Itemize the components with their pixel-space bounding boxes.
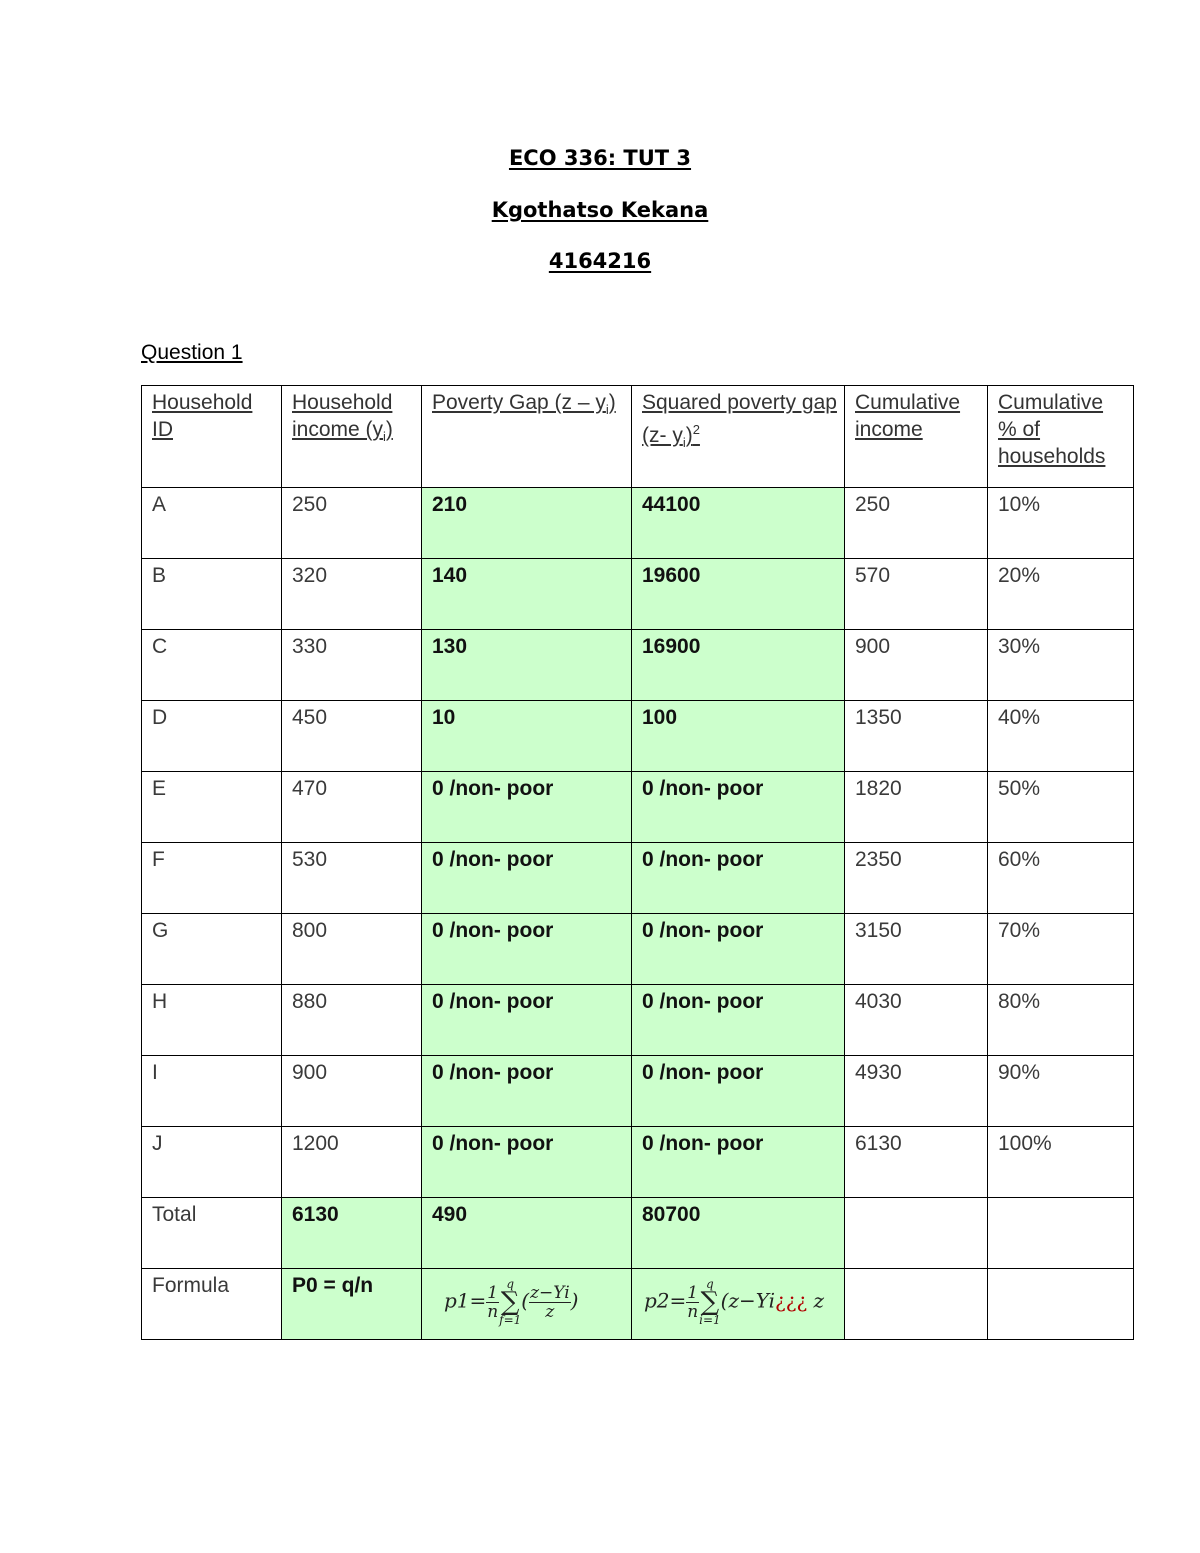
p2-body: (z−Yi — [720, 1288, 776, 1313]
col-household-income: Household income $(y_i)$ — [282, 386, 422, 488]
col-poverty-gap: Poverty Gap $(z - y_i)$ — [422, 386, 632, 488]
total-cumulative-pct — [988, 1198, 1134, 1269]
cell-cumulative-income: 6130 — [845, 1127, 988, 1198]
cell-cumulative-pct: 20% — [988, 559, 1134, 630]
p1-numerator: z−Yi — [530, 1282, 570, 1303]
cell-household-id: G — [142, 914, 282, 985]
cell-household-id: H — [142, 985, 282, 1056]
p1-n: n — [487, 1301, 499, 1322]
total-squared-gap: 80700 — [632, 1198, 845, 1269]
formula-p1: p1= $\frac{1}{n}$ q ∑ f=1( $\frac{z-Yi}{z}$ ) — [422, 1269, 632, 1340]
p2-lhs: p2= — [644, 1288, 687, 1313]
student-name: Kgothatso Kekana — [491, 198, 709, 222]
cell-poverty-gap: 130 — [422, 630, 632, 701]
formula-p0: P0 = q/n — [282, 1269, 422, 1340]
cell-poverty-gap: 210 — [422, 488, 632, 559]
table-row — [142, 488, 1134, 559]
col-squared-gap: Squared poverty gap (z- $y_i)^2$ — [632, 386, 845, 488]
formula-empty-2 — [988, 1269, 1134, 1340]
col-household-id: Household ID — [142, 386, 282, 488]
cell-household-income: 900 — [282, 1056, 422, 1127]
table-row — [142, 772, 1134, 843]
poverty-table — [141, 385, 1134, 1340]
p1-sum-lower: f=1 — [499, 1313, 522, 1327]
cell-cumulative-pct: 70% — [988, 914, 1134, 985]
formula-row — [142, 1269, 1134, 1340]
cell-cumulative-income: 900 — [845, 630, 988, 701]
cell-squared-gap: 0 /non- poor — [632, 772, 845, 843]
cell-household-income: 330 — [282, 630, 422, 701]
cell-squared-gap: 0 /non- poor — [632, 1127, 845, 1198]
cell-poverty-gap: 0 /non- poor — [422, 985, 632, 1056]
cell-household-income: 320 — [282, 559, 422, 630]
cell-squared-gap: 0 /non- poor — [632, 1056, 845, 1127]
cell-household-income: 880 — [282, 985, 422, 1056]
p2-sum-lower: i=1 — [699, 1313, 721, 1327]
cell-cumulative-income: 250 — [845, 488, 988, 559]
table-row — [142, 1127, 1134, 1198]
cell-cumulative-pct: 40% — [988, 701, 1134, 772]
cell-household-income: 450 — [282, 701, 422, 772]
cell-poverty-gap: 0 /non- poor — [422, 914, 632, 985]
p1-sum-upper: q — [506, 1277, 515, 1291]
cell-household-id: E — [142, 772, 282, 843]
cell-squared-gap: 100 — [632, 701, 845, 772]
question-label: Question 1 — [141, 341, 243, 364]
cell-household-id: I — [142, 1056, 282, 1127]
table-row — [142, 985, 1134, 1056]
col-cumulative-income: Cumulative income — [845, 386, 988, 488]
student-number: 4164216 — [548, 249, 652, 273]
cell-squared-gap: 16900 — [632, 630, 845, 701]
table-row — [142, 559, 1134, 630]
cell-cumulative-income: 4930 — [845, 1056, 988, 1127]
formula-p2: p2= $\frac{1}{n}$ q ∑ i=1(z−Yi¿¿¿ z — [632, 1269, 845, 1340]
table-row — [142, 914, 1134, 985]
formula-empty-1 — [845, 1269, 988, 1340]
cell-cumulative-pct: 30% — [988, 630, 1134, 701]
cell-household-income: 1200 — [282, 1127, 422, 1198]
cell-cumulative-income: 3150 — [845, 914, 988, 985]
cell-poverty-gap: 140 — [422, 559, 632, 630]
table-row — [142, 1056, 1134, 1127]
cell-poverty-gap: 10 — [422, 701, 632, 772]
p2-one: 1 — [687, 1282, 699, 1303]
cell-poverty-gap: 0 /non- poor — [422, 772, 632, 843]
total-cumulative-income — [845, 1198, 988, 1269]
cell-household-id: F — [142, 843, 282, 914]
cell-cumulative-income: 2350 — [845, 843, 988, 914]
p2-tail: ¿¿¿ — [775, 1288, 808, 1313]
header-row — [142, 386, 1134, 488]
total-poverty-gap: 490 — [422, 1198, 632, 1269]
cell-cumulative-pct: 50% — [988, 772, 1134, 843]
cell-cumulative-pct: 90% — [988, 1056, 1134, 1127]
cell-cumulative-income: 1350 — [845, 701, 988, 772]
cell-household-income: 530 — [282, 843, 422, 914]
table-row — [142, 701, 1134, 772]
cell-household-id: D — [142, 701, 282, 772]
cell-household-income: 250 — [282, 488, 422, 559]
cell-household-id: A — [142, 488, 282, 559]
cell-household-id: C — [142, 630, 282, 701]
total-row — [142, 1198, 1134, 1269]
p1-denominator: z — [545, 1301, 555, 1322]
col-cumulative-pct: Cumulative % of households — [988, 386, 1134, 488]
cell-cumulative-pct: 60% — [988, 843, 1134, 914]
cell-household-income: 800 — [282, 914, 422, 985]
p2-sum-upper: q — [706, 1277, 714, 1291]
cell-cumulative-pct: 80% — [988, 985, 1134, 1056]
cell-cumulative-income: 1820 — [845, 772, 988, 843]
table-row — [142, 843, 1134, 914]
course-title: ECO 336: TUT 3 — [508, 146, 692, 170]
cell-squared-gap: 44100 — [632, 488, 845, 559]
cell-cumulative-income: 570 — [845, 559, 988, 630]
formula-label: Formula — [142, 1269, 282, 1340]
total-label: Total — [142, 1198, 282, 1269]
p1-one: 1 — [487, 1282, 499, 1303]
cell-poverty-gap: 0 /non- poor — [422, 1127, 632, 1198]
cell-household-income: 470 — [282, 772, 422, 843]
cell-squared-gap: 19600 — [632, 559, 845, 630]
cell-squared-gap: 0 /non- poor — [632, 985, 845, 1056]
cell-cumulative-income: 4030 — [845, 985, 988, 1056]
cell-squared-gap: 0 /non- poor — [632, 914, 845, 985]
p1-lhs: p1= — [444, 1288, 487, 1313]
cell-household-id: B — [142, 559, 282, 630]
cell-household-id: J — [142, 1127, 282, 1198]
total-income: 6130 — [282, 1198, 422, 1269]
table-row — [142, 630, 1134, 701]
cell-poverty-gap: 0 /non- poor — [422, 1056, 632, 1127]
cell-poverty-gap: 0 /non- poor — [422, 843, 632, 914]
p2-n: n — [687, 1301, 699, 1322]
cell-squared-gap: 0 /non- poor — [632, 843, 845, 914]
cell-cumulative-pct: 100% — [988, 1127, 1134, 1198]
cell-cumulative-pct: 10% — [988, 488, 1134, 559]
